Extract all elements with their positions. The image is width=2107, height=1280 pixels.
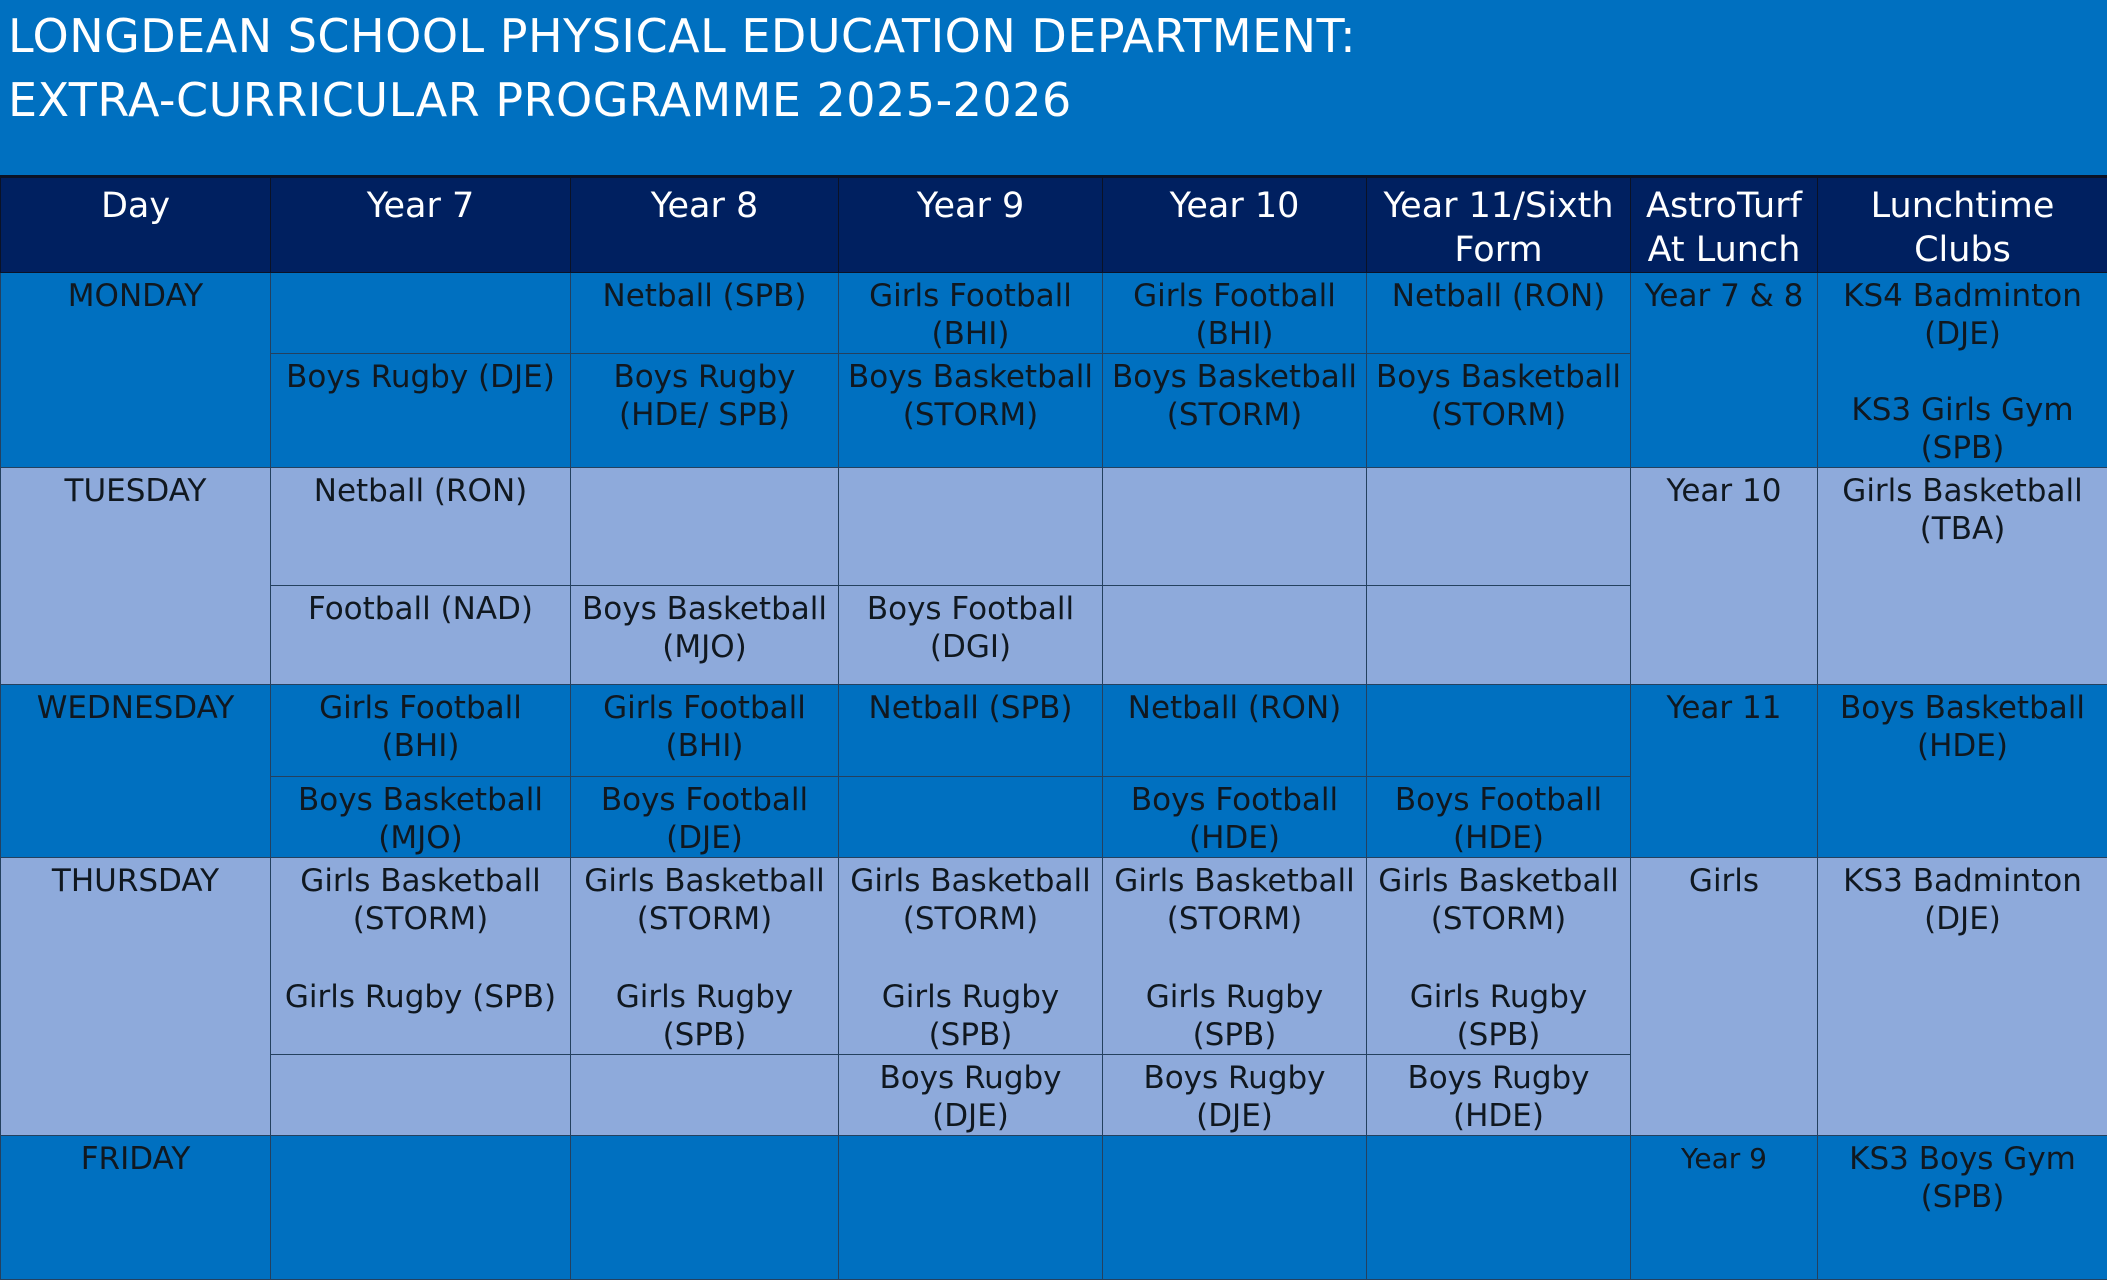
cell: Girls Football (BHI) bbox=[271, 685, 571, 777]
cell bbox=[839, 468, 1103, 586]
cell: Boys Rugby (DJE) bbox=[271, 354, 571, 468]
cell: Netball (RON) bbox=[1367, 273, 1631, 354]
astro-monday: Year 7 & 8 bbox=[1631, 273, 1818, 468]
page-title bbox=[8, 4, 1356, 132]
cell bbox=[1103, 1136, 1367, 1280]
lunch-monday: KS4 Badminton (DJE) KS3 Girls Gym (SPB) bbox=[1818, 273, 2107, 468]
cell: Netball (SPB) bbox=[839, 685, 1103, 777]
lunch-thursday: KS3 Badminton (DJE) bbox=[1818, 858, 2107, 1136]
title-line-2: EXTRA-CURRICULAR PROGRAMME 2025-2026 bbox=[8, 68, 1356, 132]
cell bbox=[1367, 468, 1631, 586]
day-tuesday: TUESDAY bbox=[1, 468, 271, 685]
thursday-row-1 bbox=[1, 858, 2107, 1055]
header-row bbox=[1, 177, 2107, 273]
cell: Boys Football (DJE) bbox=[571, 777, 839, 858]
friday-row bbox=[1, 1136, 2107, 1280]
cell bbox=[571, 1136, 839, 1280]
cell: Netball (SPB) bbox=[571, 273, 839, 354]
cell: Boys Rugby (DJE) bbox=[1103, 1055, 1367, 1136]
cell bbox=[1367, 685, 1631, 777]
monday-row-1 bbox=[1, 273, 2107, 354]
cell: Boys Rugby (DJE) bbox=[839, 1055, 1103, 1136]
cell bbox=[271, 1136, 571, 1280]
header-lunchtime-clubs: Lunchtime Clubs bbox=[1818, 177, 2107, 273]
title-line-1: LONGDEAN SCHOOL PHYSICAL EDUCATION DEPARTMENT: bbox=[8, 4, 1356, 68]
cell: Girls Basketball (STORM) Girls Rugby (SPB) bbox=[571, 858, 839, 1055]
cell: Netball (RON) bbox=[271, 468, 571, 586]
cell: Girls Football (BHI) bbox=[839, 273, 1103, 354]
cell: Girls Basketball (STORM) Girls Rugby (SPB) bbox=[839, 858, 1103, 1055]
astro-thursday: Girls bbox=[1631, 858, 1818, 1136]
cell: Boys Basketball (STORM) bbox=[839, 354, 1103, 468]
cell bbox=[271, 1055, 571, 1136]
header-year-10: Year 10 bbox=[1103, 177, 1367, 273]
header-year-8: Year 8 bbox=[571, 177, 839, 273]
header-year-7: Year 7 bbox=[271, 177, 571, 273]
lunch-friday: KS3 Boys Gym (SPB) bbox=[1818, 1136, 2107, 1280]
cell bbox=[1103, 468, 1367, 586]
astro-tuesday: Year 10 bbox=[1631, 468, 1818, 685]
timetable bbox=[0, 175, 2107, 1280]
tuesday-row-1 bbox=[1, 468, 2107, 586]
cell: Girls Basketball (STORM) Girls Rugby (SPB) bbox=[271, 858, 571, 1055]
header-day: Day bbox=[1, 177, 271, 273]
cell: Boys Basketball (MJO) bbox=[271, 777, 571, 858]
cell: Boys Rugby (HDE) bbox=[1367, 1055, 1631, 1136]
lunch-tuesday: Girls Basketball (TBA) bbox=[1818, 468, 2107, 685]
day-thursday: THURSDAY bbox=[1, 858, 271, 1136]
cell: Boys Football (DGI) bbox=[839, 586, 1103, 685]
cell: Girls Basketball (STORM) Girls Rugby (SPB) bbox=[1367, 858, 1631, 1055]
astro-wednesday: Year 11 bbox=[1631, 685, 1818, 858]
day-friday: FRIDAY bbox=[1, 1136, 271, 1280]
lunch-wednesday: Boys Basketball (HDE) bbox=[1818, 685, 2107, 858]
day-monday: MONDAY bbox=[1, 273, 271, 468]
cell: Boys Basketball (STORM) bbox=[1103, 354, 1367, 468]
cell: Football (NAD) bbox=[271, 586, 571, 685]
day-wednesday: WEDNESDAY bbox=[1, 685, 271, 858]
astro-friday: Year 9 bbox=[1631, 1136, 1818, 1280]
header-year-11-sixth-form: Year 11/Sixth Form bbox=[1367, 177, 1631, 273]
cell bbox=[839, 777, 1103, 858]
wednesday-row-1 bbox=[1, 685, 2107, 777]
cell bbox=[1103, 586, 1367, 685]
cell: Boys Rugby (HDE/ SPB) bbox=[571, 354, 839, 468]
cell bbox=[1367, 586, 1631, 685]
cell: Boys Basketball (MJO) bbox=[571, 586, 839, 685]
cell bbox=[571, 468, 839, 586]
cell bbox=[839, 1136, 1103, 1280]
cell: Boys Football (HDE) bbox=[1367, 777, 1631, 858]
header-astroturf: AstroTurf At Lunch bbox=[1631, 177, 1818, 273]
cell bbox=[1367, 1136, 1631, 1280]
cell bbox=[571, 1055, 839, 1136]
cell: Girls Basketball (STORM) Girls Rugby (SPB) bbox=[1103, 858, 1367, 1055]
cell: Boys Football (HDE) bbox=[1103, 777, 1367, 858]
cell: Girls Football (BHI) bbox=[571, 685, 839, 777]
header-year-9: Year 9 bbox=[839, 177, 1103, 273]
cell: Girls Football (BHI) bbox=[1103, 273, 1367, 354]
cell: Boys Basketball (STORM) bbox=[1367, 354, 1631, 468]
cell bbox=[271, 273, 571, 354]
cell: Netball (RON) bbox=[1103, 685, 1367, 777]
